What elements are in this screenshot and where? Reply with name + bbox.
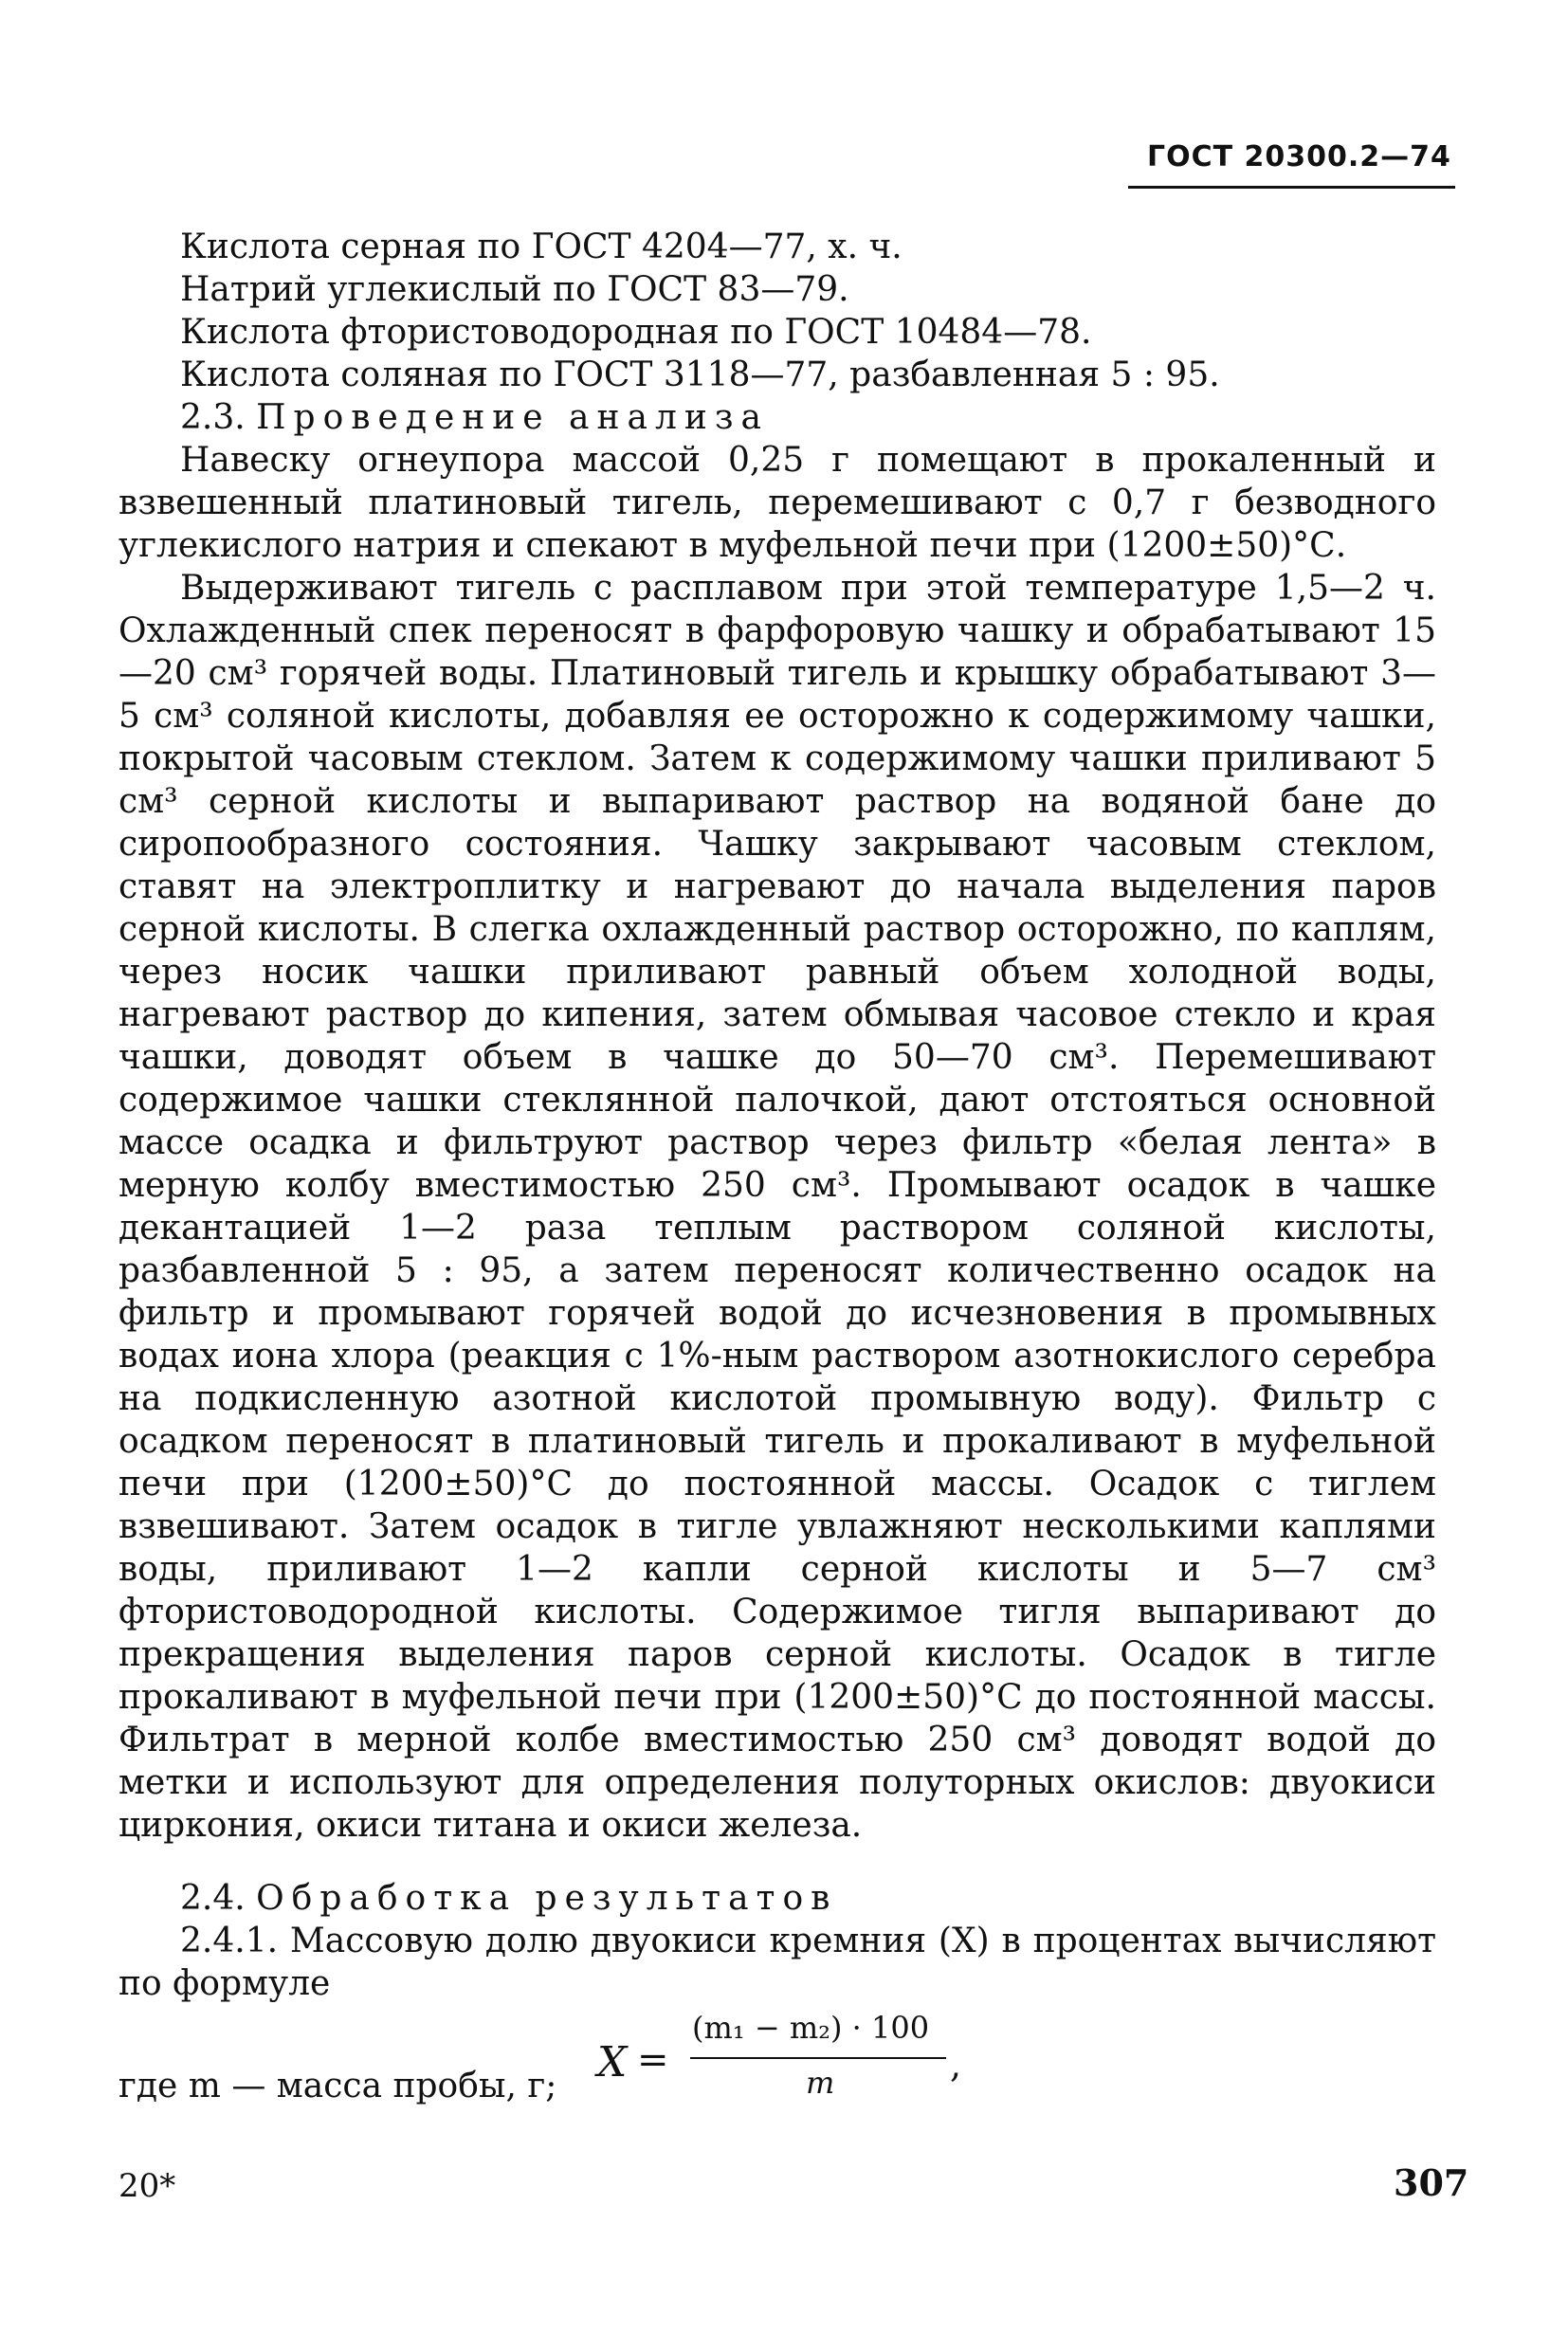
document-header-code: ГОСТ 20300.2—74 xyxy=(1147,140,1451,173)
formula-lhs: X xyxy=(597,2038,628,2087)
section-2-3-number: 2.3. xyxy=(180,398,246,437)
section-2-4-number: 2.4. xyxy=(180,1879,246,1918)
formula-numerator: (m₁ − m₂) · 100 xyxy=(692,2010,930,2046)
header-rule xyxy=(1128,186,1455,189)
section-2-3-heading xyxy=(180,396,769,439)
reagent-line-1: Кислота серная по ГОСТ 4204—77, х. ч. xyxy=(180,228,903,266)
paragraph-2-4-1: 2.4.1. Массовую долю двуокиси кремния (X) в процентах вычисляют по формуле xyxy=(119,1922,1436,2003)
formula-trailing-comma: , xyxy=(950,2044,962,2086)
footer-signature-mark: 20* xyxy=(119,2167,176,2205)
section-2-4-heading xyxy=(180,1877,837,1920)
formula-denominator: m xyxy=(806,2065,835,2101)
section-2-4-title: Обработка результатов xyxy=(256,1879,838,1918)
formula xyxy=(578,2010,1052,2114)
where-line: где m — масса пробы, г; xyxy=(119,2067,557,2105)
formula-fraction-bar xyxy=(690,2057,946,2059)
formula-equals: = xyxy=(637,2038,669,2082)
reagent-line-3: Кислота фтористоводородная по ГОСТ 10484—78. xyxy=(180,313,1092,352)
section-2-3-title: Проведение анализа xyxy=(256,398,769,437)
section-2-3-paragraph-2: Выдерживают тигель с расплавом при этой температуре 1,5—2 ч. Охлажденный спек переносят в фарфоровую чашку и обрабатывают 15—20 см³ горячей воды. Платиновый тигель и крышку обрабатывают 3—5 см³ соляной кислоты, добавляя ее осторожно к содержимому чашки, покрытой часовым стеклом. Затем к содержимому чашки приливают 5 см³ серной кислоты и выпаривают раствор на водяной бане до сиропообразного состояния. Чашку закрывают часовым стеклом, ставят на электроплитку и нагревают до начала выделения паров серной кислоты. В слегка охлажденный раствор осторожно, по каплям, через носик чашки приливают равный объем холодной воды, нагревают раствор до кипения, затем обмывая часовое стекло и края чашки, доводят объем в чашке до 50—70 см³. Перемешивают содержимое чашки стеклянной палочкой, дают отстояться основной массе осадка и фильтруют раствор через фильтр «белая лента» в мерную колбу вместимостью 250 см³. Промывают осадок в чашке декантацией 1—2 раза теплым раствором соляной кислоты, разбавленной 5 : 95, а затем переносят количественно осадок на фильтр и промывают горячей водой до исчезновения в промывных водах иона хлора (реакция с 1%-ным раствором азотнокислого серебра на подкисленную азотной кислотой промывную воду). Фильтр с осадком переносят в платиновый тигель и прокаливают в муфельной печи при (1200±50)°С до постоянной массы. Осадок с тиглем взвешивают. Затем осадок в тигле увлажняют несколькими каплями воды, приливают 1—2 капли серной кислоты и 5—7 см³ фтористоводородной кислоты. Содержимое тигля выпаривают до прекращения выделения паров серной кислоты. Осадок в тигле прокаливают в муфельной печи при (1200±50)°С до постоянной массы. Фильтрат в мерной колбе вместимостью 250 см³ доводят водой до метки и используют для определения полуторных окислов: двуокиси циркония, окиси титана и окиси железа. xyxy=(119,569,1436,1845)
reagent-line-2: Натрий углекислый по ГОСТ 83—79. xyxy=(180,270,849,309)
section-2-3-paragraph-1: Навеску огнеупора массой 0,25 г помещают в прокаленный и взвешенный платиновый тигель, перемешивают с 0,7 г безводного углекислого натрия и спекают в муфельной печи при (1200±50)°С. xyxy=(119,441,1436,565)
page-number: 307 xyxy=(1394,2161,1469,2204)
reagent-line-4: Кислота соляная по ГОСТ 3118—77, разбавленная 5 : 95. xyxy=(180,355,1220,394)
